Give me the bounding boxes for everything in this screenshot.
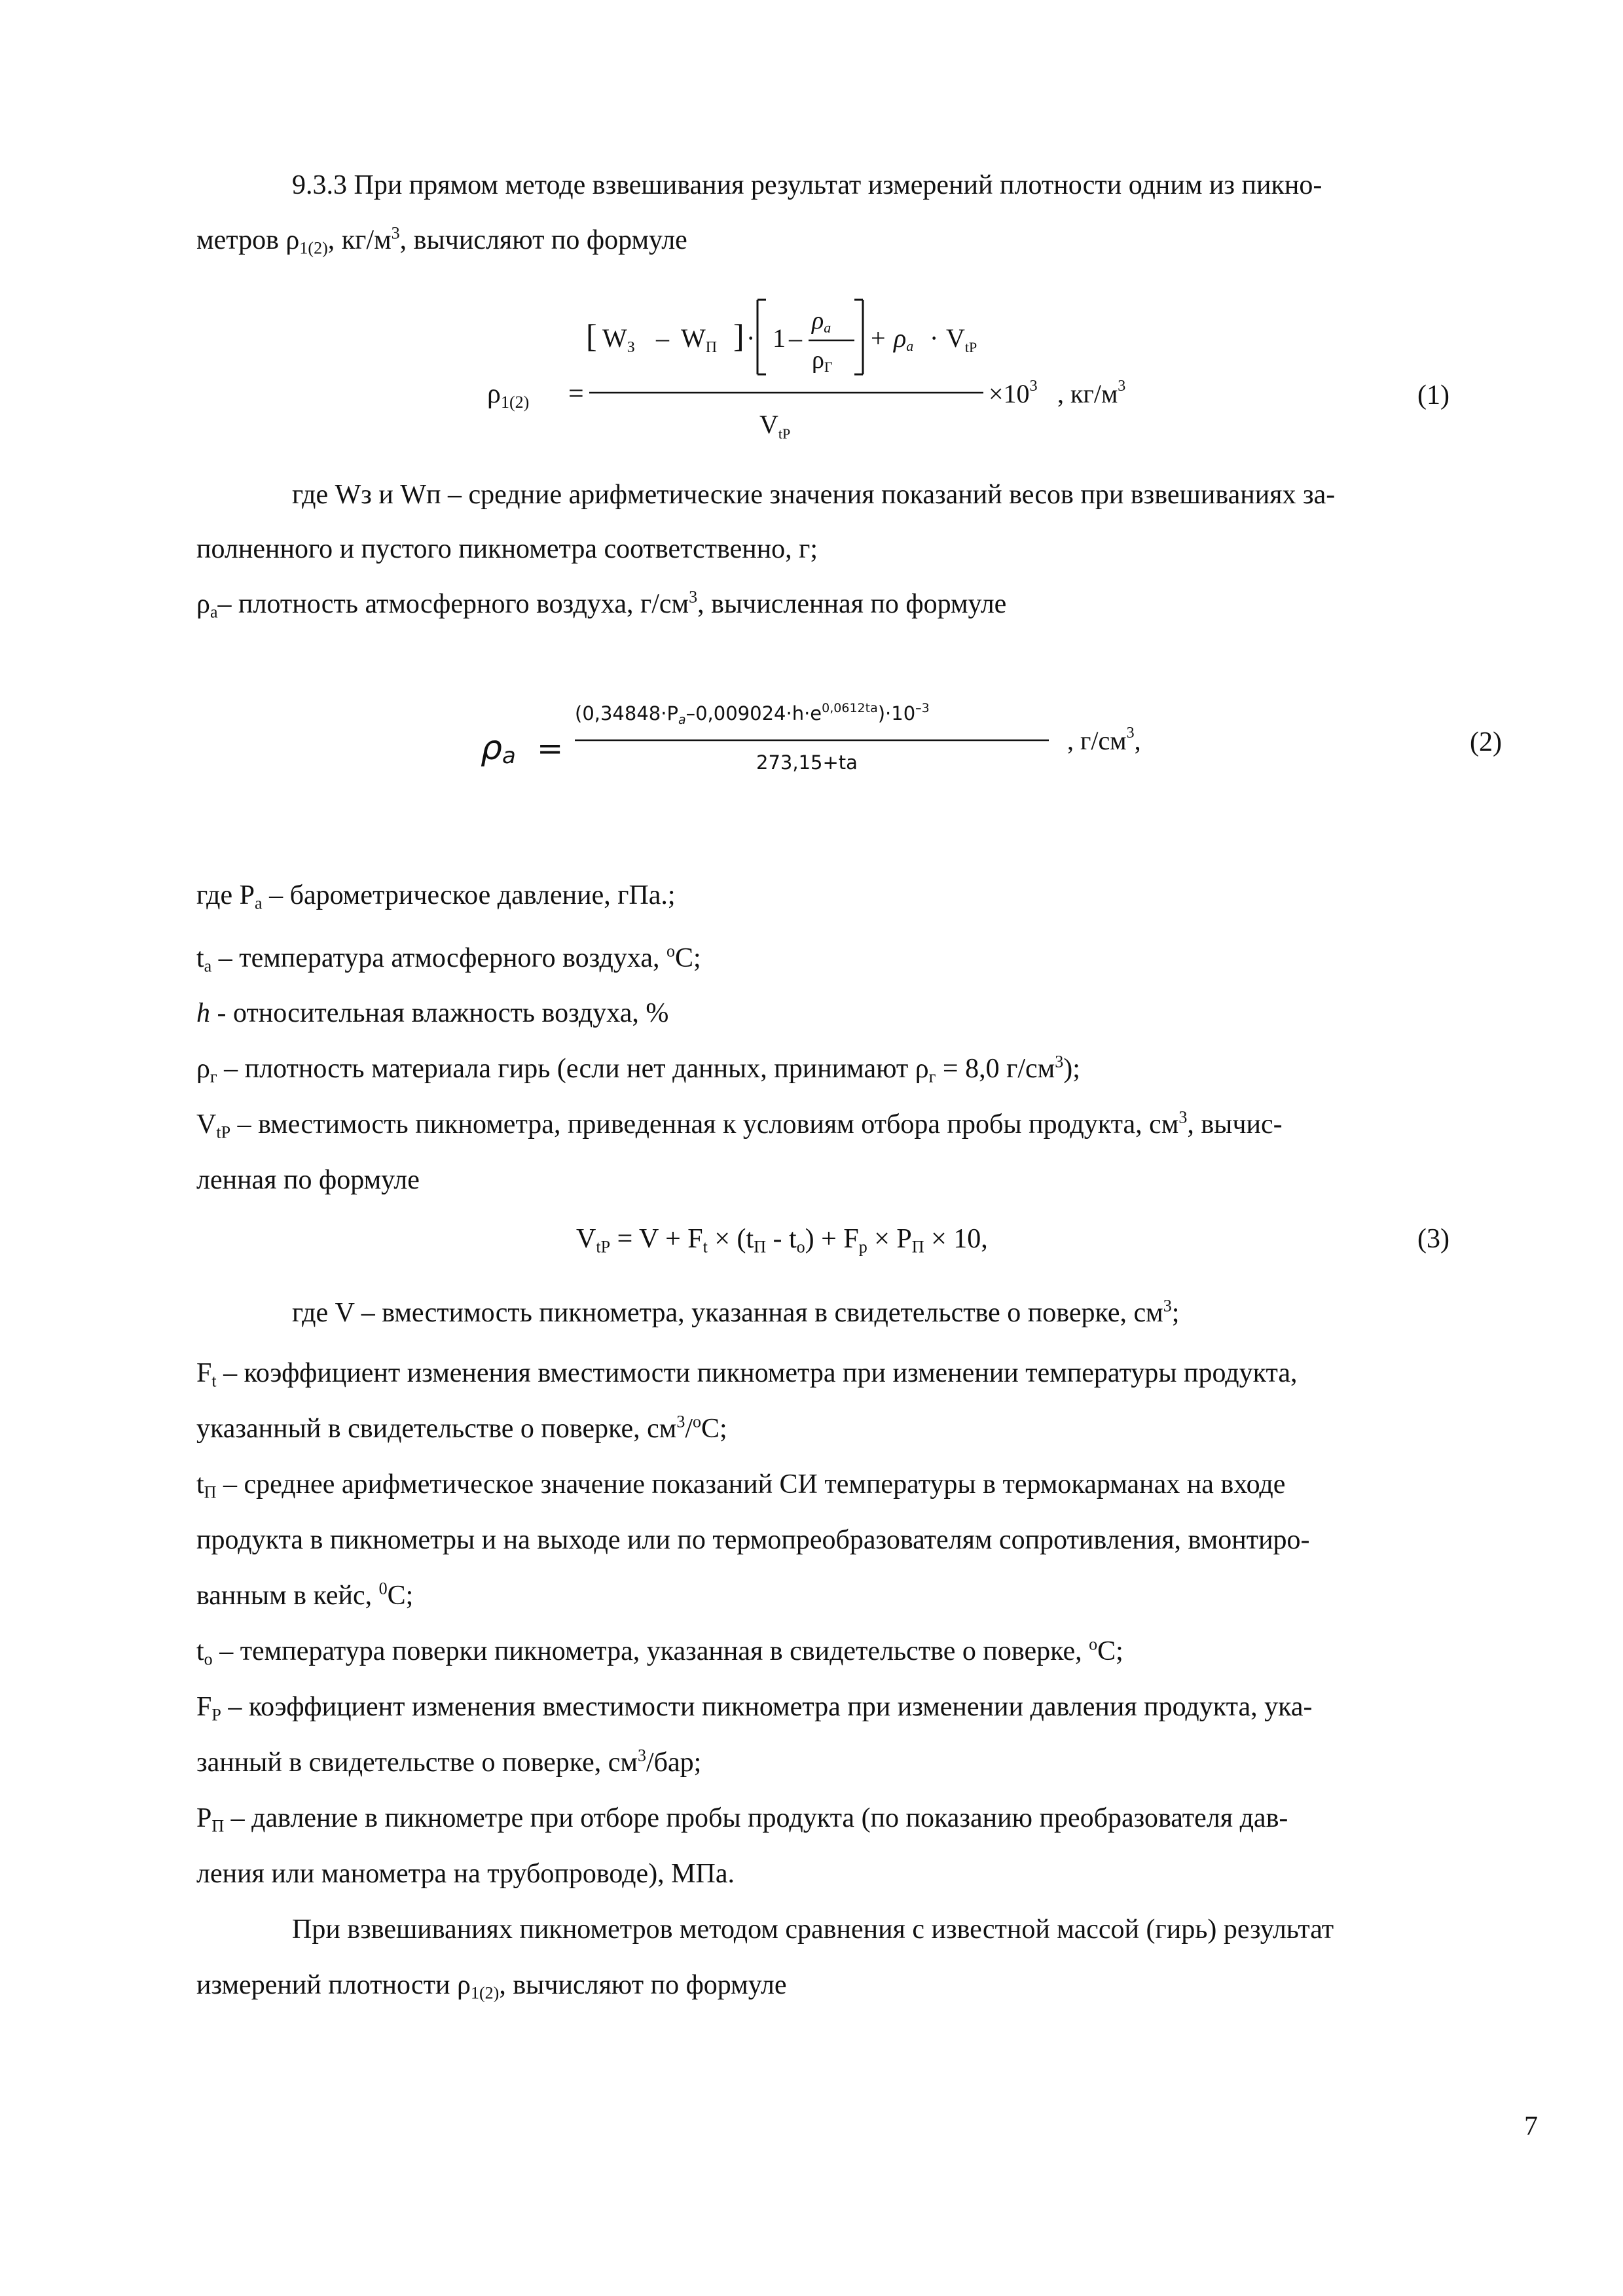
unit-end: , <box>1134 726 1141 755</box>
text: – температура атмосферного воздуха, <box>211 943 666 973</box>
equation-number <box>1417 382 1450 409</box>
vt-sub: tP <box>964 339 977 355</box>
subscript: П <box>754 1237 766 1257</box>
text: ) + F <box>805 1224 859 1254</box>
num-sup: –3 <box>915 701 930 715</box>
superscript: 3 <box>1163 1296 1172 1316</box>
rho-g: ρ <box>812 346 824 374</box>
dot-sign: · <box>930 323 939 353</box>
text: С; <box>387 1581 414 1611</box>
paragraph-line <box>292 1916 1334 1943</box>
subscript: t <box>211 1371 217 1391</box>
superscript: 3 <box>1055 1052 1064 1071</box>
text: ления или манометра на трубопроводе), МПа. <box>196 1859 735 1889</box>
num-part: –0,009024·h·e <box>685 702 822 725</box>
page-number-text: 7 <box>1524 2111 1538 2142</box>
text: – коэффициент изменения вместимости пикнометра при изменении давления продукта, ука- <box>221 1692 1313 1722</box>
subscript: П <box>204 1482 217 1502</box>
times-sup: 3 <box>1029 378 1038 395</box>
text: × (t <box>707 1224 754 1254</box>
superscript: 3 <box>391 223 400 243</box>
superscript: 0 <box>378 1579 388 1598</box>
text: – среднее арифметическое значение показаний СИ температуры в термокарманах на входе <box>216 1469 1286 1499</box>
text: , вычисляют по формуле <box>399 225 687 255</box>
text: где Wз и Wп – средние арифметические значения показаний весов при взвешиваниях за- <box>292 480 1336 510</box>
paragraph-line <box>292 481 1335 509</box>
definition-line <box>196 1746 702 1778</box>
subscript: о <box>796 1237 805 1257</box>
definition-line <box>196 880 676 913</box>
rho-a-sub: a <box>906 338 914 354</box>
text: С; <box>674 943 701 973</box>
text: P <box>196 1803 212 1833</box>
svg-text:, г/см3, <box>1067 725 1141 755</box>
text: С; <box>1097 1636 1123 1666</box>
text: t <box>196 943 204 973</box>
text: – вместимость пикнометра, приведенная к условиям отбора пробы продукта, см <box>230 1109 1179 1139</box>
text: / <box>685 1414 693 1444</box>
subscript: tP <box>596 1237 611 1257</box>
minus-sign: – <box>656 323 669 353</box>
subscript: о <box>204 1649 213 1669</box>
subscript: г <box>928 1067 936 1086</box>
definition-line <box>196 1692 1313 1725</box>
svg-text:WП <box>681 323 717 356</box>
text: F <box>196 1358 212 1388</box>
text: занный в свидетельстве о поверке, см <box>196 1748 638 1778</box>
definition-line <box>196 1579 414 1611</box>
svg-text:VtP <box>946 323 977 355</box>
equals-sign: = <box>537 730 564 767</box>
paragraph-line <box>196 223 687 258</box>
definition-line <box>196 1860 735 1888</box>
text: , вычисленная по формуле <box>697 589 1007 619</box>
paragraph-line <box>196 535 818 563</box>
text: – давление в пикнометре при отборе пробы продукта (по показанию преобразователя дав- <box>224 1803 1288 1833</box>
dot-sign: · <box>746 323 756 353</box>
rho-a: ρ <box>812 307 824 334</box>
text: метров ρ <box>196 225 300 255</box>
superscript: о <box>1089 1634 1098 1654</box>
subscript: tP <box>216 1122 231 1142</box>
equation-number-text: (2) <box>1470 727 1502 757</box>
rho-a-sub: a <box>824 319 831 336</box>
text: С; <box>701 1414 727 1444</box>
svg-text:ρ1(2) <box>487 379 529 412</box>
wp: W <box>681 323 706 353</box>
plus-sign: + <box>871 323 886 353</box>
times-ten: ×10 <box>989 379 1030 408</box>
minus-sign: – <box>789 323 802 353</box>
text: V <box>196 1109 217 1139</box>
superscript: о <box>693 1412 702 1431</box>
text: t <box>196 1636 204 1666</box>
svg-text:ρa <box>892 323 913 354</box>
svg-text:×103 <box>989 378 1038 408</box>
subscript: a <box>204 956 212 976</box>
equation-number <box>1470 728 1502 756</box>
den-sub: tP <box>778 425 791 442</box>
superscript: 3 <box>689 587 698 607</box>
superscript: 3 <box>1178 1107 1188 1127</box>
num-sub: a <box>678 713 686 727</box>
text: V <box>576 1224 596 1254</box>
text: продукта в пикнометры и на выходе или по термопреобразователям сопротивления, вмонтиро- <box>196 1525 1310 1555</box>
text: /бар; <box>646 1748 702 1778</box>
equation-2-graphic <box>478 694 1264 792</box>
w3: W <box>602 323 627 353</box>
definition-line <box>196 1526 1310 1554</box>
rho-g-sub: Г <box>824 359 833 375</box>
denominator: 273,15+ta <box>756 751 858 774</box>
vt: V <box>946 323 965 353</box>
definition-line <box>196 1469 1286 1502</box>
text: измерений плотности ρ <box>196 1970 471 2000</box>
text: указанный в свидетельстве о поверке, см <box>196 1414 677 1444</box>
text: – коэффициент изменения вместимости пикнометра при изменении температуры продукта, <box>216 1358 1298 1388</box>
lhs-rho: ρ <box>481 728 503 768</box>
text: – плотность материала гирь (если нет данных, принимают ρ <box>217 1054 929 1084</box>
text: – барометрическое давление, гПа.; <box>262 880 676 910</box>
num-sup: 0,0612ta <box>822 701 878 715</box>
svg-text:(0,34848·Pa–0,009024·h·e0,0612 <box>575 701 930 727</box>
definition-line <box>196 941 701 976</box>
num-part: (0,34848·P <box>575 702 678 725</box>
wp-sub: П <box>705 339 718 356</box>
svg-text:ρa <box>811 307 831 336</box>
bracket-open: [ <box>586 317 597 354</box>
text: , вычисляют по формуле <box>499 1970 787 2000</box>
w3-sub: З <box>627 339 635 356</box>
text: h <box>196 998 210 1028</box>
subscript: Р <box>211 1705 221 1725</box>
num-part: )·10 <box>877 702 916 725</box>
superscript: о <box>666 941 675 961</box>
definition-line <box>196 1052 1080 1086</box>
text: , кг/м <box>327 225 392 255</box>
equation-3 <box>576 1224 988 1257</box>
text: × P <box>867 1224 912 1254</box>
equation-number <box>1417 1225 1450 1253</box>
superscript: 3 <box>676 1412 685 1431</box>
unit: , г/см <box>1067 726 1127 755</box>
text: где P <box>196 880 255 910</box>
text: = 8,0 г/см <box>936 1054 1055 1084</box>
svg-text:WЗ <box>602 323 635 356</box>
rho-a: ρ <box>894 323 907 353</box>
text: , вычис- <box>1187 1109 1283 1139</box>
definition-line <box>196 1412 727 1444</box>
superscript: 3 <box>637 1746 646 1765</box>
text: – плотность атмосферного воздуха, г/см <box>217 589 689 619</box>
subscript: р <box>858 1237 867 1257</box>
lhs-sub: 1(2) <box>500 393 530 412</box>
den-v: V <box>759 410 778 439</box>
bracket-close: ] <box>733 317 744 354</box>
subscript: П <box>211 1816 225 1836</box>
text: F <box>196 1692 212 1722</box>
text: - t <box>766 1224 797 1254</box>
paragraph-line <box>292 171 1322 199</box>
equals-sign: = <box>568 379 584 409</box>
subscript: г <box>210 1067 217 1086</box>
subscript: 1(2) <box>470 1983 500 2003</box>
text: ); <box>1063 1054 1080 1084</box>
text: – температура поверки пикнометра, указанная в свидетельстве о поверке, <box>212 1636 1089 1666</box>
text: ρ <box>196 1054 210 1084</box>
paragraph-line <box>196 1970 787 2003</box>
svg-text:VtP <box>759 410 790 442</box>
definition-line <box>292 1296 1180 1328</box>
paragraph-line <box>196 587 1007 622</box>
equation-number-text: (3) <box>1417 1224 1450 1254</box>
text: t <box>196 1469 204 1499</box>
definition-line <box>196 1634 1123 1669</box>
equation-1-graphic <box>484 288 1336 458</box>
unit-sup: 3 <box>1126 725 1135 742</box>
text: где V – вместимость пикнометра, указанная в свидетельстве о поверке, см <box>292 1298 1163 1328</box>
text: ванным в кейс, <box>196 1581 379 1611</box>
subscript: t <box>702 1237 708 1257</box>
lhs-sub: a <box>502 743 516 769</box>
text: ρ <box>196 589 210 619</box>
text: При взвешиваниях пикнометров методом сравнения с известной массой (гирь) результат <box>292 1914 1334 1945</box>
page-number <box>1524 2111 1538 2142</box>
text: - относительная влажность воздуха, % <box>210 998 669 1028</box>
lhs-rho: ρ <box>487 379 501 409</box>
definition-line <box>196 1358 1298 1391</box>
svg-text:ρГ <box>812 346 833 375</box>
subscript: П <box>911 1237 924 1257</box>
text: × 10, <box>924 1224 988 1254</box>
definition-line <box>196 1166 420 1194</box>
definition-line <box>196 1107 1283 1142</box>
subscript: а <box>210 602 218 622</box>
svg-text:ρa <box>481 728 516 769</box>
text: ленная по формуле <box>196 1165 420 1195</box>
unit-sup: 3 <box>1118 378 1126 395</box>
text: = V + F <box>610 1224 703 1254</box>
subscript: а <box>255 893 263 913</box>
text: полненного и пустого пикнометра соответственно, г; <box>196 534 818 564</box>
definition-line <box>196 1803 1288 1836</box>
equation-number-text: (1) <box>1417 380 1450 410</box>
one: 1 <box>773 323 786 353</box>
text: ; <box>1171 1298 1180 1328</box>
svg-text:, кг/м3 <box>1057 378 1125 408</box>
text: 9.3.3 При прямом методе взвешивания результат измерений плотности одним из пикно- <box>292 170 1322 200</box>
subscript: 1(2) <box>299 238 328 258</box>
definition-line <box>196 999 668 1027</box>
unit: , кг/м <box>1057 379 1118 408</box>
